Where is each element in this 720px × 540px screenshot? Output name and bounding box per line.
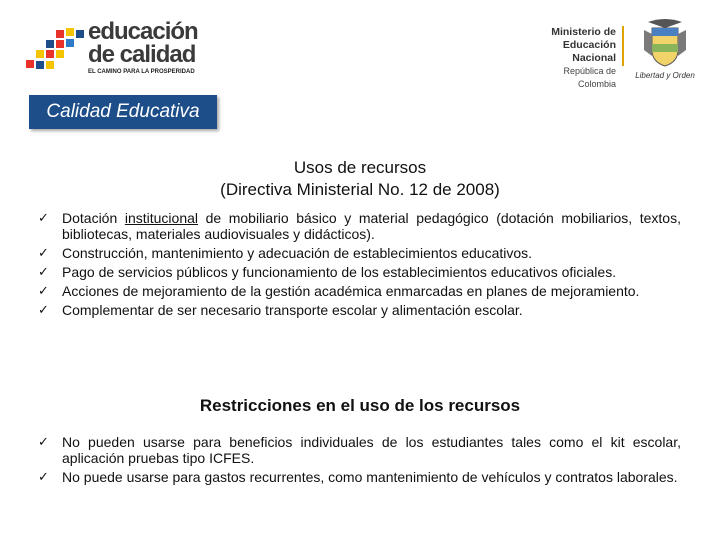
- check-icon: ✓: [38, 302, 49, 317]
- list-item: [38, 264, 681, 280]
- brand-line1: educación: [88, 18, 198, 45]
- item-text: Pago de servicios públicos y funcionamiento de los establecimientos educativos oficiales.: [62, 264, 617, 280]
- item-text-post: de mobiliario básico y material pedagógico (dotación mobiliarios, textos, bibliotecas, materiales audiovisuales y didácticos).: [62, 210, 681, 242]
- colombia-coat-of-arms-icon: [634, 16, 696, 82]
- check-icon: ✓: [38, 245, 49, 260]
- uses-subtitle: (Directiva Ministerial No. 12 de 2008): [220, 180, 500, 199]
- list-item: [38, 245, 681, 261]
- item-text: Acciones de mejoramiento de la gestión académica enmarcadas en planes de mejoramiento.: [62, 283, 640, 299]
- ministry-line3: República de Colombia: [563, 66, 616, 89]
- check-icon: ✓: [38, 264, 49, 279]
- colored-cubes-logo-icon: [26, 28, 86, 74]
- list-item: [38, 469, 681, 485]
- uses-list: [38, 210, 681, 321]
- item-text: No pueden usarse para beneficios individuales de los estudiantes tales como el kit escolar, aplicación pruebas tipo ICFES.: [62, 434, 681, 466]
- restrictions-list: [38, 434, 681, 488]
- list-item: [38, 283, 681, 299]
- ministry-line2: Educación Nacional: [562, 39, 616, 64]
- check-icon: ✓: [38, 283, 49, 298]
- item-text: Complementar de ser necesario transporte escolar y alimentación escolar.: [62, 302, 523, 318]
- uses-heading: [0, 157, 720, 201]
- brand-text: [88, 20, 198, 76]
- ministry-text: [526, 26, 616, 91]
- item-text: No puede usarse para gastos recurrentes, como mantenimiento de vehículos y contratos laborales.: [62, 469, 678, 485]
- brand-tagline: EL CAMINO PARA LA PROSPERIDAD: [88, 69, 195, 75]
- check-icon: ✓: [38, 434, 49, 449]
- list-item: [38, 302, 681, 318]
- ministry-line1: Ministerio de: [551, 26, 616, 38]
- ministry-logo: [526, 16, 696, 89]
- uses-title: Usos de recursos: [293, 158, 427, 177]
- check-icon: ✓: [38, 469, 49, 484]
- shield-caption: Libertad y Orden: [635, 71, 695, 80]
- list-item: [38, 210, 681, 242]
- ministry-divider: [622, 26, 624, 66]
- section-label: Calidad Educativa: [29, 95, 217, 129]
- list-item: [38, 434, 681, 466]
- item-text-pre: Dotación: [62, 210, 125, 226]
- education-brand-logo: [26, 20, 206, 76]
- check-icon: ✓: [38, 210, 49, 225]
- item-text: Construcción, mantenimiento y adecuación de establecimientos educativos.: [62, 245, 533, 261]
- brand-line2: de calidad: [88, 41, 196, 68]
- restrictions-title: Restricciones en el uso de los recursos: [199, 396, 521, 415]
- item-text-underlined: institucional: [124, 210, 198, 226]
